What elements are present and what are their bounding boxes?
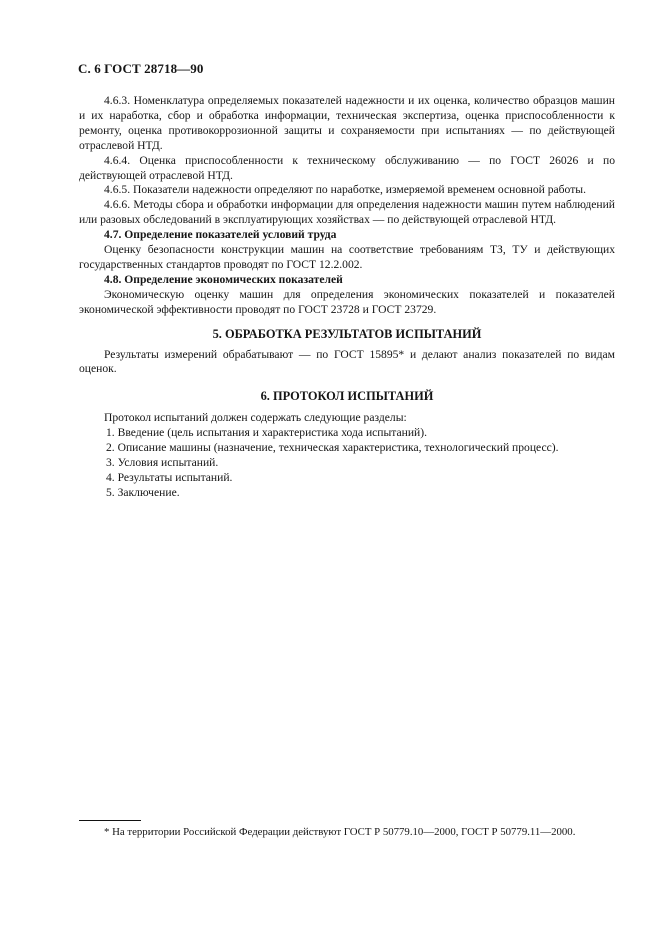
heading-4-8: 4.8. Определение экономических показателей (104, 272, 343, 286)
paragraph-4-6-3: 4.6.3. Номенклатура определяемых показателей надежности и их оценка, количество образцов машин и их наработка, сбор и обработка информации, техническая экспертиза, оценка приспособленности к ремонту, оценка противокоррозионной защиты и сохраняемости при испытаниях — по действующей отраслевой НТД. (79, 94, 615, 152)
list-item: 1. Введение (цель испытания и характеристика хода испытаний). (106, 426, 428, 440)
list-item: 2. Описание машины (назначение, техническая характеристика, технологический процесс). (106, 441, 559, 455)
list-item: 4. Результаты испытаний. (106, 470, 233, 484)
list-item: 5. Заключение. (106, 485, 180, 499)
footnote: * На территории Российской Федерации действуют ГОСТ Р 50779.10—2000, ГОСТ Р 50779.11—2000. (104, 826, 576, 838)
protocol-sections-list (79, 426, 615, 501)
heading-4-7: 4.7. Определение показателей условий труда (104, 228, 337, 242)
section-6-title: 6. ПРОТОКОЛ ИСПЫТАНИЙ (260, 389, 434, 404)
paragraph-4-7: Оценку безопасности конструкции машин на соответствие требованиям ТЗ, ТУ и действующих государственных стандартов проводят по ГОСТ 12.2.002. (79, 243, 615, 271)
paragraph-4-8: Экономическую оценку машин для определения экономических показателей и показателей экономической эффективности проводят по ГОСТ 23728 и ГОСТ 23729. (79, 287, 615, 316)
section-5-text: Результаты измерений обрабатывают — по ГОСТ 15895* и делают анализ показателей по видам оценок. (79, 347, 615, 376)
paragraph-4-6-6: 4.6.6. Методы сбора и обработки информации для определения надежности машин путем наблюдений или разовых обследований в эксплуатирующих хозяйствах — по действующей отраслевой НТД. (79, 198, 615, 227)
footnote-divider (79, 820, 141, 821)
document-body (79, 94, 615, 501)
section-5-title: 5. ОБРАБОТКА РЕЗУЛЬТАТОВ ИСПЫТАНИЙ (212, 326, 482, 341)
page-header: С. 6 ГОСТ 28718—90 (78, 61, 204, 76)
paragraph-4-6-4: 4.6.4. Оценка приспособленности к техническому обслуживанию — по ГОСТ 26026 и по действующей отраслевой НТД. (79, 153, 615, 182)
list-item: 3. Условия испытаний. (106, 455, 219, 469)
paragraph-4-6-5: 4.6.5. Показатели надежности определяют по наработке, измеряемой временем основной работы. (104, 183, 586, 197)
section-6-intro: Протокол испытаний должен содержать следующие разделы: (104, 411, 407, 425)
